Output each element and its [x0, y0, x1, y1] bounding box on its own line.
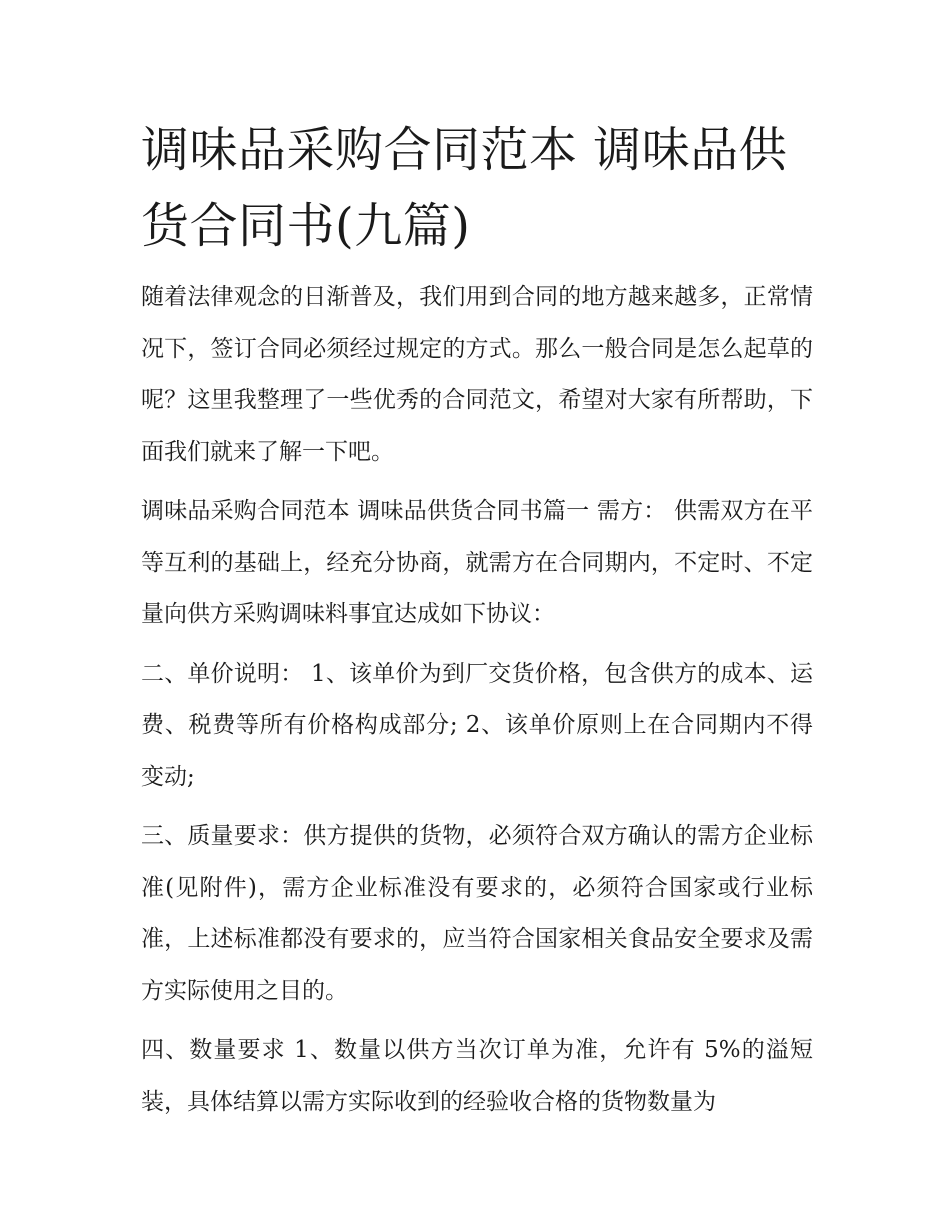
document-page — [141, 112, 813, 1128]
intro-paragraph: 随着法律观念的日渐普及，我们用到合同的地方越来越多，正常情况下，签订合同必须经过规定的方式。那么一般合同是怎么起草的呢？这里我整理了一些优秀的合同范文，希望对大家有所帮助，下面我们就来了解一下吧。 — [141, 284, 813, 465]
quality-clause: 三、质量要求：供方提供的货物，必须符合双方确认的需方企业标准(见附件)，需方企业标准没有要求的，必须符合国家或行业标准，上述标准都没有要求的，应当符合国家相关食品安全要求及需方实际使用之目的。 — [141, 823, 813, 1004]
quantity-clause: 四、数量要求 1、数量以供方当次订单为准，允许有 5%的溢短装，具体结算以需方实际收到的经验收合格的货物数量为 — [141, 1037, 813, 1115]
contract-preamble-paragraph: 调味品采购合同范本 调味品供货合同书篇一 需方： 供需双方在平等互利的基础上，经充分协商，就需方在合同期内，不定时、不定量向供方采购调味料事宜达成如下协议： — [141, 498, 813, 627]
document-title: 调味品采购合同范本 调味品供货合同书(九篇) — [141, 122, 788, 254]
unit-price-clause: 二、单价说明： 1、该单价为到厂交货价格，包含供方的成本、运费、税费等所有价格构成部分; 2、该单价原则上在合同期内不得变动; — [141, 660, 813, 790]
